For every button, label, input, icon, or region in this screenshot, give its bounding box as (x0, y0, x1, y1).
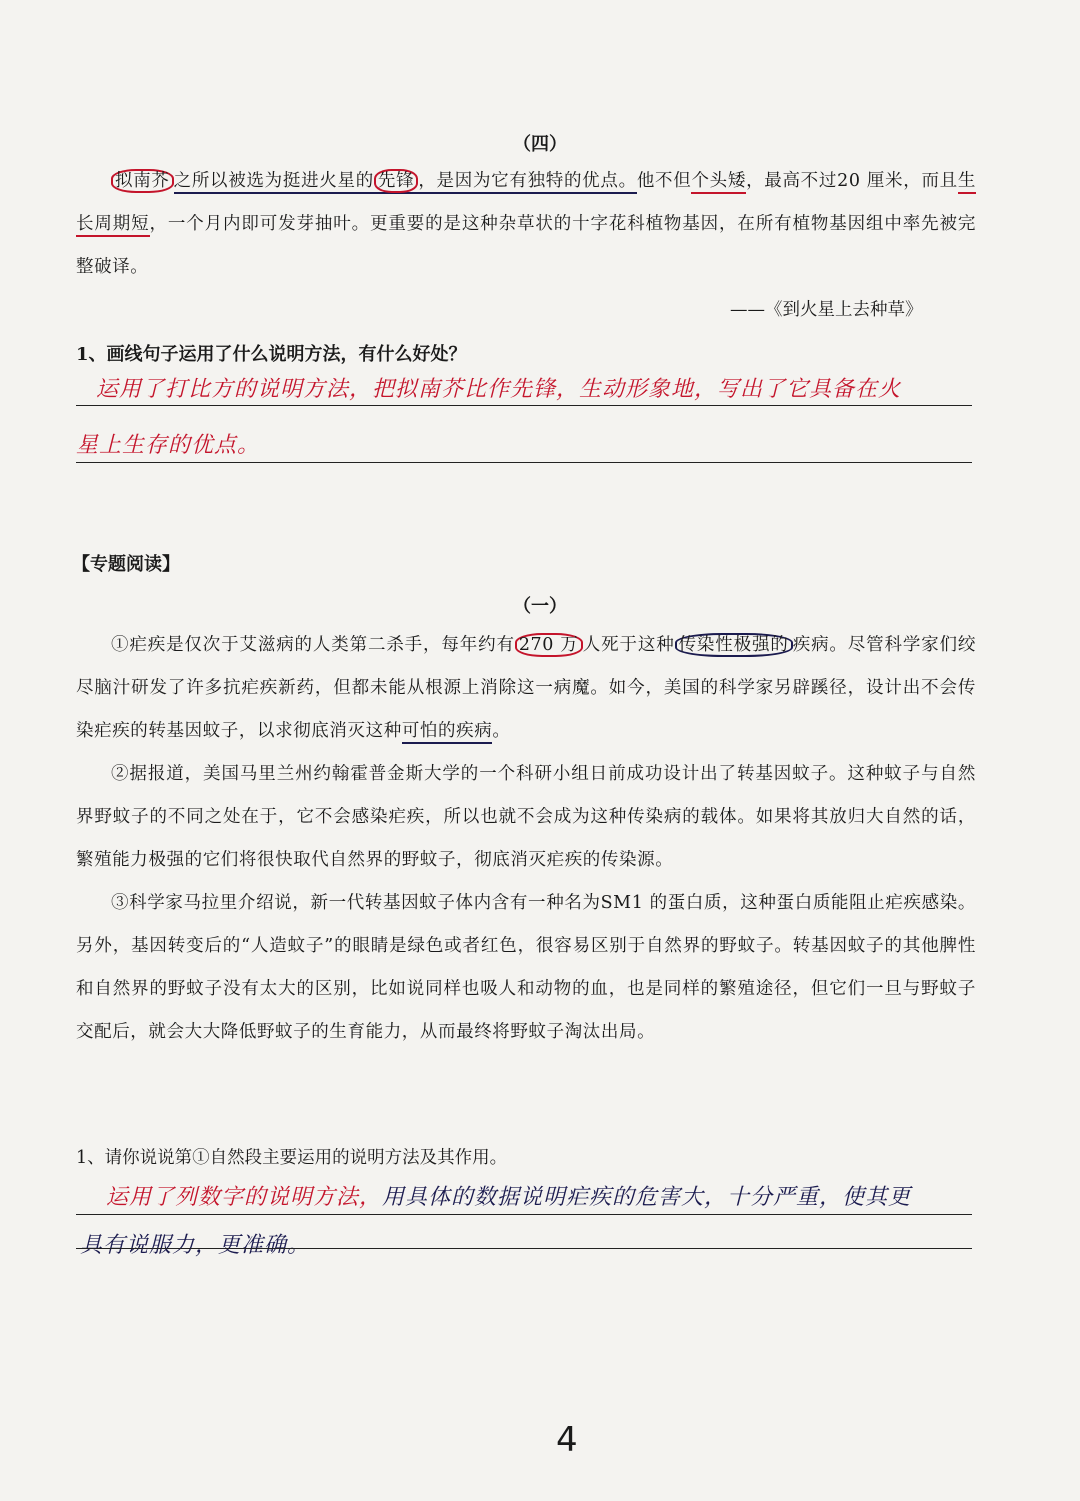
answer-rule-3 (76, 1214, 972, 1215)
circled-word: 先锋 (374, 169, 418, 193)
topic-reading-label: 【专题阅读】 (72, 554, 180, 575)
answer-rule-2 (76, 462, 972, 463)
underlined-sentence: 之所以被选为挺进火星的 先锋 ，是因为它有独特的优点。 (174, 171, 637, 194)
circled-number: 270 万 (515, 633, 583, 657)
underlined-phrase: 可怕的疾病 (402, 721, 493, 744)
question-1: 1、画线句子运用了什么说明方法，有什么好处？ (76, 344, 467, 365)
circled-phrase: 传染性极强的 (675, 633, 793, 657)
handwritten-answer-line-2: 星上生存的优点。 (76, 433, 261, 458)
handwritten-answer-line-1: 运用了列数字的说明方法，用具体的数据说明疟疾的危害大，十分严重，使其更 (106, 1185, 912, 1210)
page-number: 4 (556, 1420, 578, 1460)
handwritten-answer-line-1: 运用了打比方的说明方法，把拟南芥比作先锋，生动形象地，写出了它具备在火 (96, 377, 902, 402)
answer-rule-4 (76, 1248, 972, 1249)
answer-rule-1 (76, 405, 972, 406)
passage-source: ——《到火星上去种草》 (730, 300, 923, 320)
paragraph-2: ②据报道，美国马里兰州约翰霍普金斯大学的一个科研小组日前成功设计出了转基因蚊子。这种蚊子与自然界野蚊子的不同之处在于，它不会感染疟疾，所以也就不会成为这种传染病的载体。如果将其放归大自然的话，繁殖能力极强的它们将很快取代自然界的野蚊子，彻底消灭疟疾的传染源。 (76, 764, 976, 870)
paragraph-1: ①疟疾是仅次于艾滋病的人类第二杀手，每年约有 270 万 人死于这种 传染性极强的 疾病。尽管科学家们绞尽脑汁研发了许多抗疟疾新药，但都未能从根源上消除这一病魔。如今，美国的科学家另辟蹊径，设计出不会传染疟疾的转基因蚊子，以求彻底消灭这种可怕的疾病。 (76, 624, 976, 753)
question-topic-1: 1、请你说说第①自然段主要运用的说明方法及其作用。 (76, 1148, 508, 1168)
underlined-phrase: 生长周期短 (76, 171, 976, 237)
passage-mars-plant: 拟南芥 之所以被选为挺进火星的 先锋 ，是因为它有独特的优点。他不但个头矮，最高不过20 厘米，而且生长周期短，一个月内即可发芽抽叶。更重要的是这种杂草状的十字花科植物基因，在所有植物基因组中率先被完整破译。 (76, 171, 976, 277)
section-heading: （四） (513, 134, 567, 155)
passage-mosquito (76, 624, 976, 1054)
handwritten-answer-line-2: 具有说服力，更准确。 (80, 1233, 311, 1258)
circled-word: 拟南芥 (111, 169, 174, 193)
paragraph-3: ③科学家马拉里介绍说，新一代转基因蚊子体内含有一种名为SM1 的蛋白质，这种蛋白质能阻止疟疾感染。另外，基因转变后的“人造蚊子”的眼睛是绿色或者红色，很容易区别于自然界的野蚊子。转基因蚊子的其他脾性和自然界的野蚊子没有太大的区别，比如说同样也吸人和动物的血，也是同样的繁殖途径，但它们一旦与野蚊子交配后，就会大大降低野蚊子的生育能力，从而最终将野蚊子淘汰出局。 (76, 893, 976, 1042)
underlined-phrase: 个头矮 (691, 171, 746, 194)
subsection-heading: （一） (513, 596, 567, 617)
